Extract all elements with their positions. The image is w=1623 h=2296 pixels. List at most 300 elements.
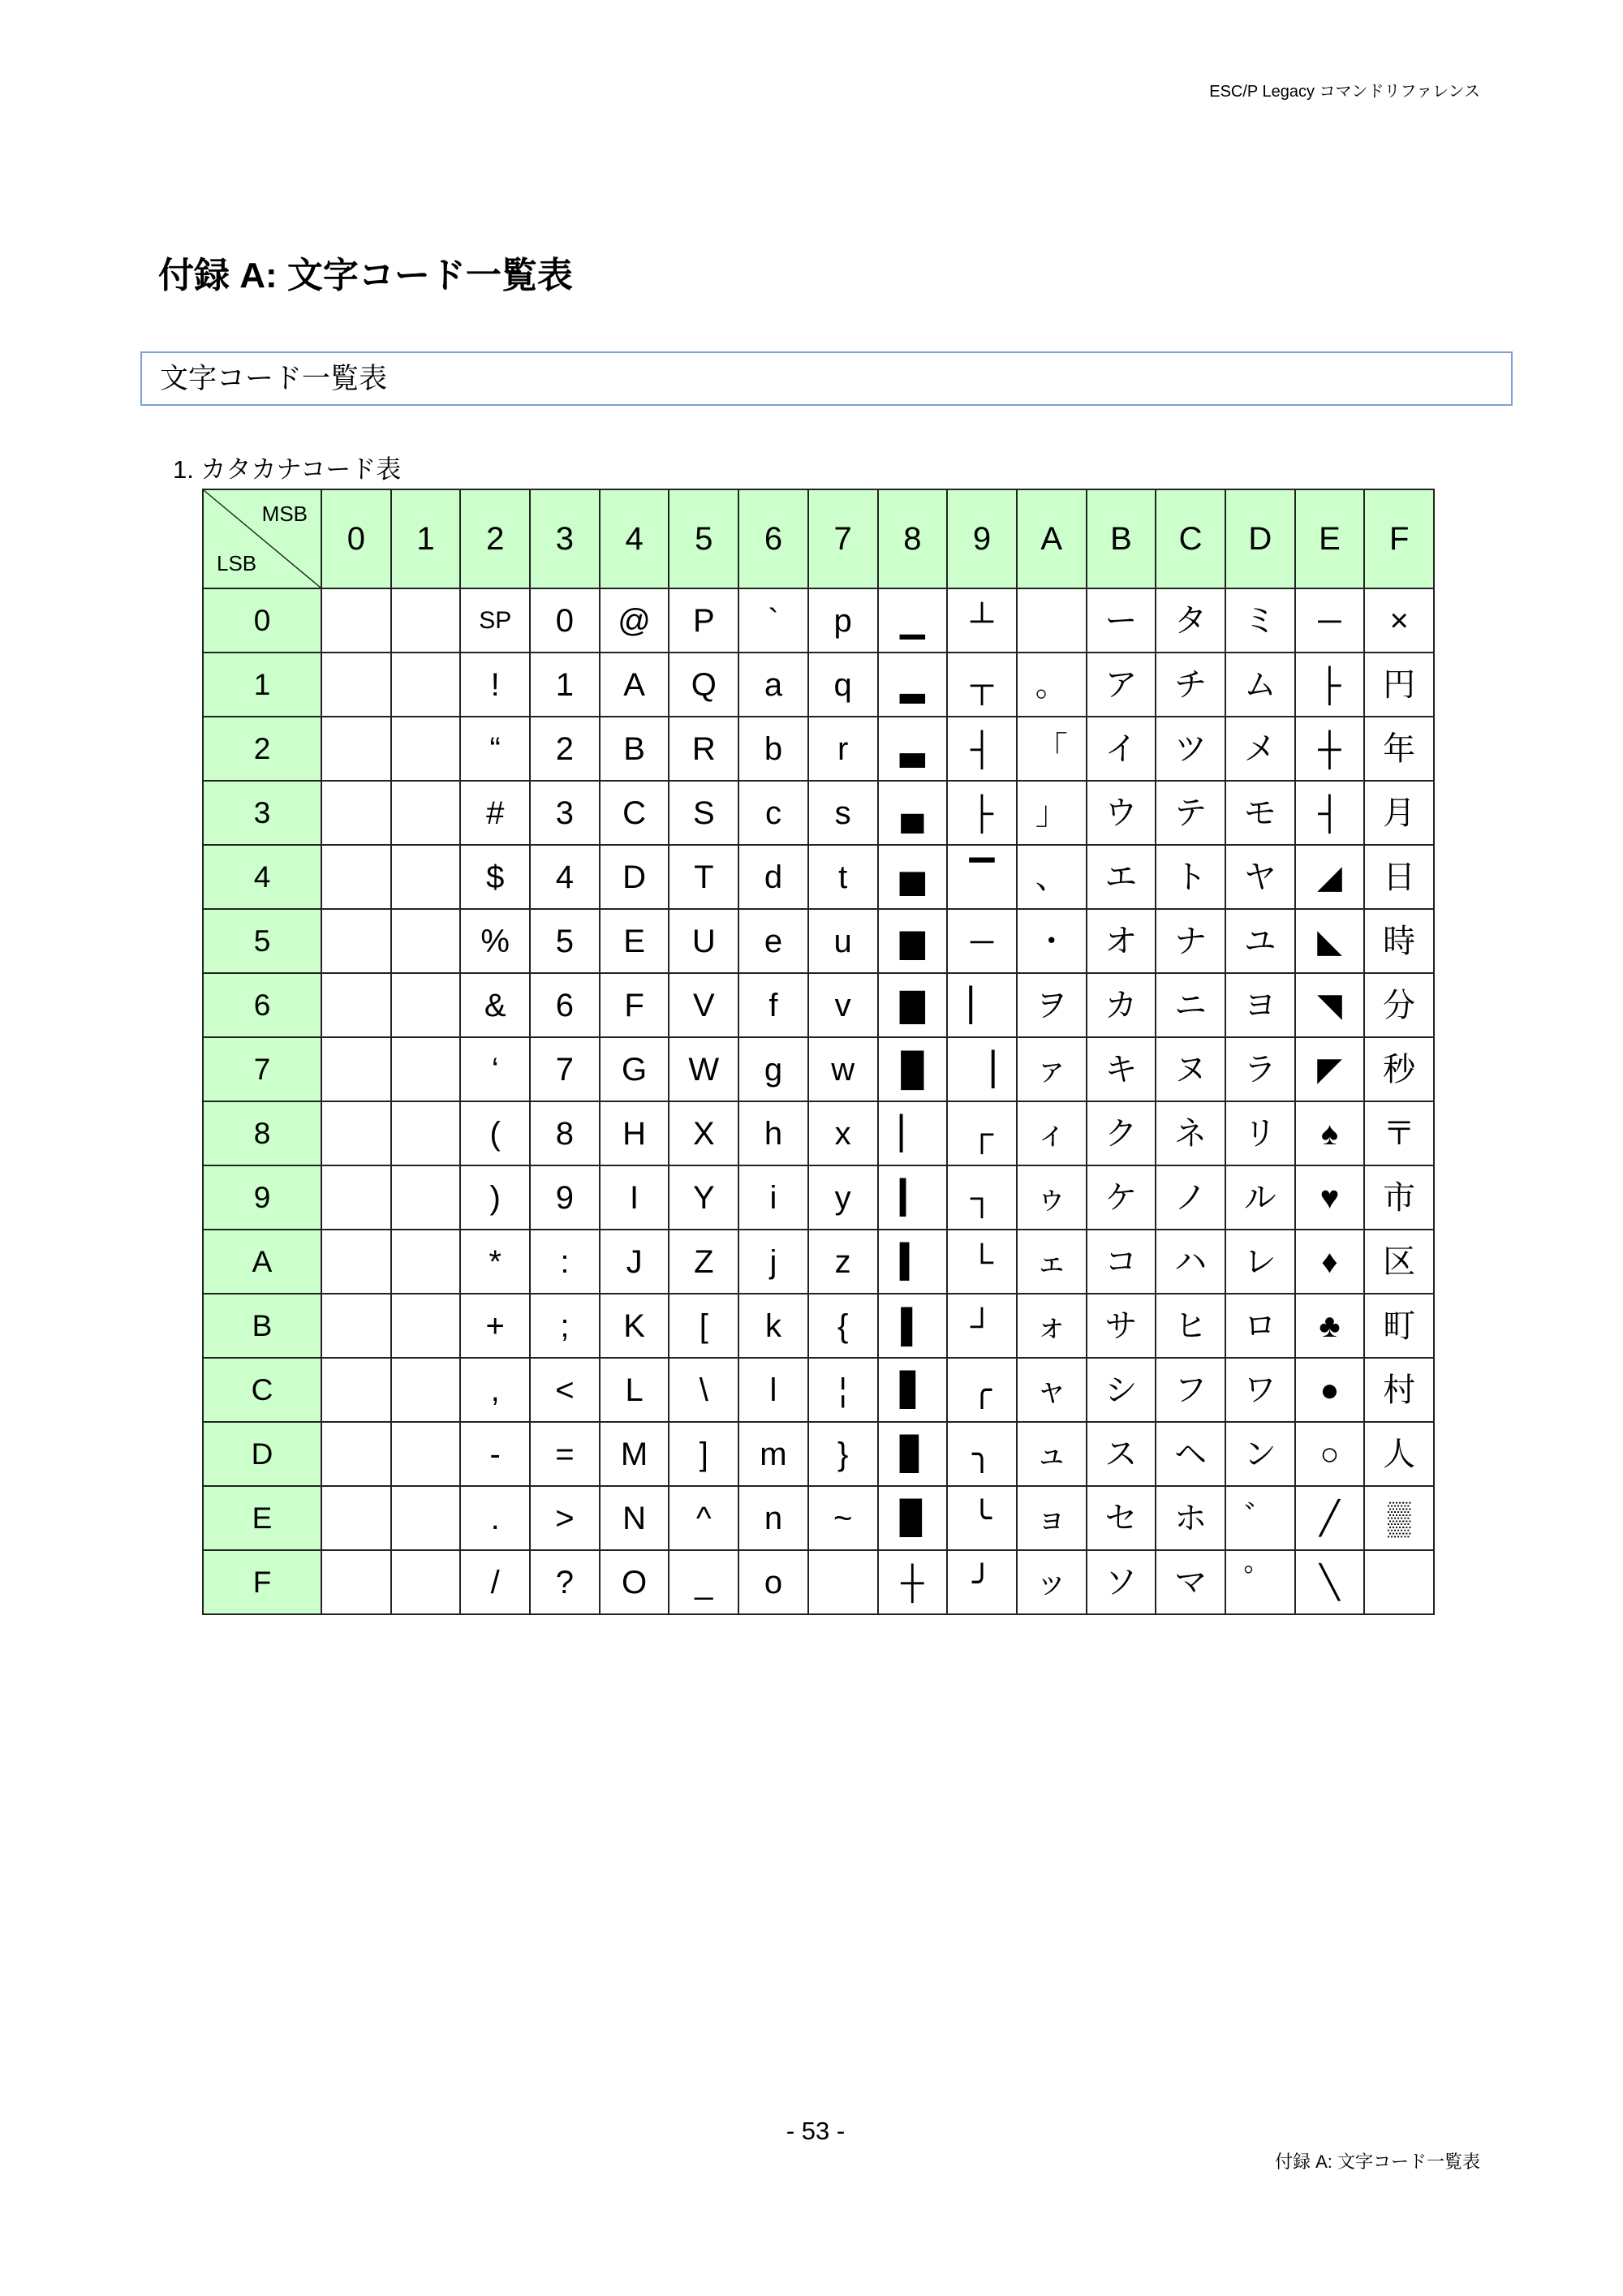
msb-header: E	[1295, 489, 1365, 588]
code-cell: ▍	[878, 1230, 948, 1294]
code-cell: ウ	[1087, 781, 1156, 845]
lsb-header: B	[203, 1294, 321, 1358]
code-cell: ;	[530, 1294, 600, 1358]
code-cell	[391, 1101, 461, 1165]
subsection-title: 1. カタカナコード表	[173, 455, 402, 484]
code-cell: ロ	[1225, 1294, 1295, 1358]
code-cell: m	[738, 1422, 808, 1486]
code-cell: g	[738, 1037, 808, 1101]
code-cell: ▄	[878, 781, 948, 845]
code-cell: ┘	[947, 1294, 1017, 1358]
code-cell: ▇	[878, 973, 948, 1037]
code-cell	[391, 1486, 461, 1550]
code-cell: 円	[1364, 653, 1434, 717]
table-row	[203, 1422, 1434, 1486]
code-cell: 1	[530, 653, 600, 717]
code-cell: マ	[1156, 1550, 1225, 1614]
code-cell: ネ	[1156, 1101, 1225, 1165]
code-cell: ♦	[1295, 1230, 1365, 1294]
code-cell	[321, 1294, 391, 1358]
code-cell: ├	[947, 781, 1017, 845]
code-cell: ♥	[1295, 1165, 1365, 1230]
code-cell: ┬	[947, 653, 1017, 717]
msb-label: MSB	[261, 502, 308, 526]
code-cell	[391, 1230, 461, 1294]
msb-header: 3	[530, 489, 600, 588]
code-cell: ナ	[1156, 909, 1225, 973]
lsb-header: 7	[203, 1037, 321, 1101]
code-cell	[391, 1165, 461, 1230]
code-cell: ×	[1364, 588, 1434, 653]
code-cell: l	[738, 1358, 808, 1422]
code-cell: L	[600, 1358, 669, 1422]
code-cell: タ	[1156, 588, 1225, 653]
code-cell	[321, 845, 391, 909]
code-cell	[321, 588, 391, 653]
code-cell: 市	[1364, 1165, 1434, 1230]
code-cell: O	[600, 1550, 669, 1614]
code-cell: ト	[1156, 845, 1225, 909]
code-cell: D	[600, 845, 669, 909]
code-cell: T	[669, 845, 738, 909]
code-cell: w	[808, 1037, 878, 1101]
code-cell	[321, 1101, 391, 1165]
msb-header: 7	[808, 489, 878, 588]
code-cell: Q	[669, 653, 738, 717]
code-cell: ◤	[1295, 1037, 1365, 1101]
code-cell: ア	[1087, 653, 1156, 717]
code-cell: :	[530, 1230, 600, 1294]
code-cell: ェ	[1017, 1230, 1087, 1294]
code-cell: └	[947, 1230, 1017, 1294]
code-cell	[321, 1165, 391, 1230]
code-cell: R	[669, 717, 738, 781]
code-cell	[321, 1422, 391, 1486]
code-cell: 」	[1017, 781, 1087, 845]
code-cell: シ	[1087, 1358, 1156, 1422]
code-cell	[321, 1230, 391, 1294]
code-cell: ╮	[947, 1422, 1017, 1486]
code-cell: u	[808, 909, 878, 973]
code-cell: ─	[1295, 588, 1365, 653]
code-cell: c	[738, 781, 808, 845]
lsb-header: 0	[203, 588, 321, 653]
code-cell: イ	[1087, 717, 1156, 781]
code-cell: 年	[1364, 717, 1434, 781]
msb-header: 0	[321, 489, 391, 588]
code-cell: E	[600, 909, 669, 973]
footer-section-label: 付録 A: 文字コード一覧表	[1274, 2152, 1480, 2172]
code-cell: r	[808, 717, 878, 781]
code-cell: ^	[669, 1486, 738, 1550]
code-cell: 8	[530, 1101, 600, 1165]
code-cell: a	[738, 653, 808, 717]
code-cell: 、	[1017, 845, 1087, 909]
code-cell: +	[460, 1294, 530, 1358]
code-cell: 5	[530, 909, 600, 973]
code-cell: W	[669, 1037, 738, 1101]
code-cell: v	[808, 973, 878, 1037]
msb-header: C	[1156, 489, 1225, 588]
code-cell: $	[460, 845, 530, 909]
code-cell: ・	[1017, 909, 1087, 973]
code-cell: q	[808, 653, 878, 717]
code-cell: █	[878, 1037, 948, 1101]
lsb-header: 6	[203, 973, 321, 1037]
code-cell: p	[808, 588, 878, 653]
code-cell	[321, 973, 391, 1037]
code-cell: 時	[1364, 909, 1434, 973]
code-cell: ╰	[947, 1486, 1017, 1550]
code-cell: ○	[1295, 1422, 1365, 1486]
code-cell: 日	[1364, 845, 1434, 909]
code-cell: z	[808, 1230, 878, 1294]
code-cell: (	[460, 1101, 530, 1165]
code-cell: SP	[460, 588, 530, 653]
code-cell: ヨ	[1225, 973, 1295, 1037]
table-row	[203, 1358, 1434, 1422]
table-row	[203, 1230, 1434, 1294]
code-cell: ム	[1225, 653, 1295, 717]
code-cell: カ	[1087, 973, 1156, 1037]
msb-header: 2	[460, 489, 530, 588]
msb-header: 5	[669, 489, 738, 588]
code-cell: ィ	[1017, 1101, 1087, 1165]
code-cell: ヌ	[1156, 1037, 1225, 1101]
code-cell: ヲ	[1017, 973, 1087, 1037]
code-cell: Y	[669, 1165, 738, 1230]
msb-header: D	[1225, 489, 1295, 588]
code-cell: ╱	[1295, 1486, 1365, 1550]
code-cell	[321, 1037, 391, 1101]
table-row	[203, 653, 1434, 717]
code-cell: ヤ	[1225, 845, 1295, 909]
table-row	[203, 973, 1434, 1037]
section-box	[140, 351, 1513, 406]
code-cell	[391, 1358, 461, 1422]
page-number: - 53 -	[786, 2117, 846, 2145]
code-table	[202, 489, 1435, 1615]
code-cell: コ	[1087, 1230, 1156, 1294]
code-cell	[391, 588, 461, 653]
code-cell: ♠	[1295, 1101, 1365, 1165]
lsb-header: 8	[203, 1101, 321, 1165]
msb-header: 4	[600, 489, 669, 588]
code-cell: 9	[530, 1165, 600, 1230]
code-cell	[1364, 1550, 1434, 1614]
code-cell: ─	[947, 909, 1017, 973]
code-cell: ┐	[947, 1165, 1017, 1230]
code-cell: >	[530, 1486, 600, 1550]
code-cell: 4	[530, 845, 600, 909]
msb-header-row	[203, 489, 1434, 588]
code-cell: ▉	[878, 1486, 948, 1550]
code-cell: ゛	[1225, 1486, 1295, 1550]
table-row	[203, 588, 1434, 653]
code-cell: ル	[1225, 1165, 1295, 1230]
code-cell: ├	[1295, 653, 1365, 717]
code-cell	[391, 1422, 461, 1486]
code-cell: ┼	[878, 1550, 948, 1614]
code-cell: ▎	[878, 1165, 948, 1230]
table-row	[203, 909, 1434, 973]
code-cell: S	[669, 781, 738, 845]
code-cell: j	[738, 1230, 808, 1294]
code-cell: ゜	[1225, 1550, 1295, 1614]
code-cell: C	[600, 781, 669, 845]
code-cell: t	[808, 845, 878, 909]
msb-header: A	[1017, 489, 1087, 588]
code-cell: ▕	[947, 1037, 1017, 1101]
code-cell: ァ	[1017, 1037, 1087, 1101]
page-title: 付録 A: 文字コード一覧表	[158, 256, 573, 295]
lsb-header: 5	[203, 909, 321, 973]
code-cell: 2	[530, 717, 600, 781]
code-cell	[1017, 588, 1087, 653]
table-row	[203, 1486, 1434, 1550]
code-cell	[391, 1037, 461, 1101]
lsb-header: C	[203, 1358, 321, 1422]
code-cell	[321, 1550, 391, 1614]
code-cell: ワ	[1225, 1358, 1295, 1422]
code-cell: {	[808, 1294, 878, 1358]
code-cell: ー	[1087, 588, 1156, 653]
code-cell: ╭	[947, 1358, 1017, 1422]
code-cell: X	[669, 1101, 738, 1165]
code-cell: A	[600, 653, 669, 717]
code-cell: 7	[530, 1037, 600, 1101]
table-row	[203, 1165, 1434, 1230]
lsb-header: E	[203, 1486, 321, 1550]
code-cell: B	[600, 717, 669, 781]
code-cell: J	[600, 1230, 669, 1294]
lsb-header: 1	[203, 653, 321, 717]
table-row	[203, 845, 1434, 909]
code-cell: ッ	[1017, 1550, 1087, 1614]
code-cell: &	[460, 973, 530, 1037]
code-cell: ャ	[1017, 1358, 1087, 1422]
code-cell: }	[808, 1422, 878, 1486]
lsb-header: D	[203, 1422, 321, 1486]
code-cell: ┌	[947, 1101, 1017, 1165]
code-cell: ク	[1087, 1101, 1156, 1165]
section-box-title: 文字コード一覧表	[160, 363, 388, 394]
lsb-header: A	[203, 1230, 321, 1294]
code-cell: ▊	[878, 1422, 948, 1486]
code-cell: 町	[1364, 1294, 1434, 1358]
code-cell: s	[808, 781, 878, 845]
code-cell: -	[460, 1422, 530, 1486]
code-cell: ◥	[1295, 973, 1365, 1037]
msb-header: 6	[738, 489, 808, 588]
code-cell: ▋	[878, 1358, 948, 1422]
code-cell: K	[600, 1294, 669, 1358]
code-cell: ◣	[1295, 909, 1365, 973]
code-table-body	[203, 588, 1434, 1614]
table-row	[203, 1550, 1434, 1614]
code-cell: ソ	[1087, 1550, 1156, 1614]
code-cell: 村	[1364, 1358, 1434, 1422]
code-cell: ミ	[1225, 588, 1295, 653]
code-cell: U	[669, 909, 738, 973]
code-cell	[391, 909, 461, 973]
code-cell: 0	[530, 588, 600, 653]
code-cell: h	[738, 1101, 808, 1165]
code-cell: ホ	[1156, 1486, 1225, 1550]
code-cell	[321, 909, 391, 973]
code-cell: `	[738, 588, 808, 653]
code-cell: オ	[1087, 909, 1156, 973]
code-cell: H	[600, 1101, 669, 1165]
code-cell: \	[669, 1358, 738, 1422]
code-cell	[391, 1294, 461, 1358]
msb-header: 9	[947, 489, 1017, 588]
code-cell: *	[460, 1230, 530, 1294]
code-cell: M	[600, 1422, 669, 1486]
code-cell: ヘ	[1156, 1422, 1225, 1486]
code-cell	[321, 717, 391, 781]
code-cell: ▆	[878, 909, 948, 973]
code-cell	[391, 653, 461, 717]
code-cell: レ	[1225, 1230, 1295, 1294]
code-cell: ~	[808, 1486, 878, 1550]
code-cell: ラ	[1225, 1037, 1295, 1101]
code-cell: ン	[1225, 1422, 1295, 1486]
code-cell: Z	[669, 1230, 738, 1294]
code-cell: ▌	[878, 1294, 948, 1358]
code-cell: )	[460, 1165, 530, 1230]
code-cell: ┤	[1295, 781, 1365, 845]
code-cell: x	[808, 1101, 878, 1165]
code-cell: 月	[1364, 781, 1434, 845]
code-cell: P	[669, 588, 738, 653]
code-cell: チ	[1156, 653, 1225, 717]
code-cell: 〒	[1364, 1101, 1434, 1165]
table-row	[203, 717, 1434, 781]
code-cell: ュ	[1017, 1422, 1087, 1486]
code-cell: テ	[1156, 781, 1225, 845]
code-cell: N	[600, 1486, 669, 1550]
code-cell	[321, 1358, 391, 1422]
code-cell: f	[738, 973, 808, 1037]
code-cell: サ	[1087, 1294, 1156, 1358]
code-cell: エ	[1087, 845, 1156, 909]
code-cell: モ	[1225, 781, 1295, 845]
code-cell: @	[600, 588, 669, 653]
code-cell: ▒	[1364, 1486, 1434, 1550]
code-cell: ▂	[878, 653, 948, 717]
code-cell: ▏	[878, 1101, 948, 1165]
code-cell: y	[808, 1165, 878, 1230]
code-cell: 6	[530, 973, 600, 1037]
code-cell: ▅	[878, 845, 948, 909]
code-cell: ▏	[947, 973, 1017, 1037]
lsb-header: 2	[203, 717, 321, 781]
msb-header: 8	[878, 489, 948, 588]
code-cell: ▃	[878, 717, 948, 781]
code-cell: 3	[530, 781, 600, 845]
code-cell: 分	[1364, 973, 1434, 1037]
lsb-header: F	[203, 1550, 321, 1614]
code-cell: ノ	[1156, 1165, 1225, 1230]
code-cell: #	[460, 781, 530, 845]
code-cell: [	[669, 1294, 738, 1358]
table-row	[203, 1037, 1434, 1101]
code-cell: G	[600, 1037, 669, 1101]
code-cell: セ	[1087, 1486, 1156, 1550]
code-cell: ▔	[947, 845, 1017, 909]
lsb-header: 4	[203, 845, 321, 909]
code-cell	[391, 781, 461, 845]
code-cell: d	[738, 845, 808, 909]
code-cell: ォ	[1017, 1294, 1087, 1358]
code-cell: ユ	[1225, 909, 1295, 973]
code-cell: リ	[1225, 1101, 1295, 1165]
code-cell	[391, 1550, 461, 1614]
code-cell: 秒	[1364, 1037, 1434, 1101]
code-cell: _	[669, 1550, 738, 1614]
code-cell: ゥ	[1017, 1165, 1087, 1230]
table-row	[203, 781, 1434, 845]
code-cell: 区	[1364, 1230, 1434, 1294]
lsb-header: 3	[203, 781, 321, 845]
code-cell: 。	[1017, 653, 1087, 717]
code-cell: ケ	[1087, 1165, 1156, 1230]
table-row	[203, 1294, 1434, 1358]
code-cell: V	[669, 973, 738, 1037]
code-cell	[808, 1550, 878, 1614]
code-cell: 人	[1364, 1422, 1434, 1486]
code-cell: ス	[1087, 1422, 1156, 1486]
msb-header: F	[1364, 489, 1434, 588]
code-cell: ╯	[947, 1550, 1017, 1614]
running-header: ESC/P Legacy コマンドリファレンス	[1209, 83, 1480, 101]
code-cell: ┼	[1295, 717, 1365, 781]
code-cell: %	[460, 909, 530, 973]
code-cell: n	[738, 1486, 808, 1550]
code-cell: フ	[1156, 1358, 1225, 1422]
lsb-header: 9	[203, 1165, 321, 1230]
code-cell: メ	[1225, 717, 1295, 781]
code-cell: ¦	[808, 1358, 878, 1422]
code-cell: ┤	[947, 717, 1017, 781]
code-cell	[391, 717, 461, 781]
code-cell: b	[738, 717, 808, 781]
code-cell: o	[738, 1550, 808, 1614]
code-cell: F	[600, 973, 669, 1037]
code-cell	[321, 653, 391, 717]
code-cell: ヒ	[1156, 1294, 1225, 1358]
code-cell: .	[460, 1486, 530, 1550]
code-cell: ツ	[1156, 717, 1225, 781]
code-cell: ‘	[460, 1037, 530, 1101]
code-cell: i	[738, 1165, 808, 1230]
code-cell: ?	[530, 1550, 600, 1614]
code-cell	[321, 1486, 391, 1550]
code-cell: ,	[460, 1358, 530, 1422]
table-row	[203, 1101, 1434, 1165]
code-cell: ョ	[1017, 1486, 1087, 1550]
code-cell: ニ	[1156, 973, 1225, 1037]
code-cell: ▁	[878, 588, 948, 653]
corner-cell	[203, 489, 321, 588]
code-cell: <	[530, 1358, 600, 1422]
code-cell: ]	[669, 1422, 738, 1486]
code-cell: ♣	[1295, 1294, 1365, 1358]
code-cell: ╲	[1295, 1550, 1365, 1614]
code-cell: ┴	[947, 588, 1017, 653]
code-cell: k	[738, 1294, 808, 1358]
